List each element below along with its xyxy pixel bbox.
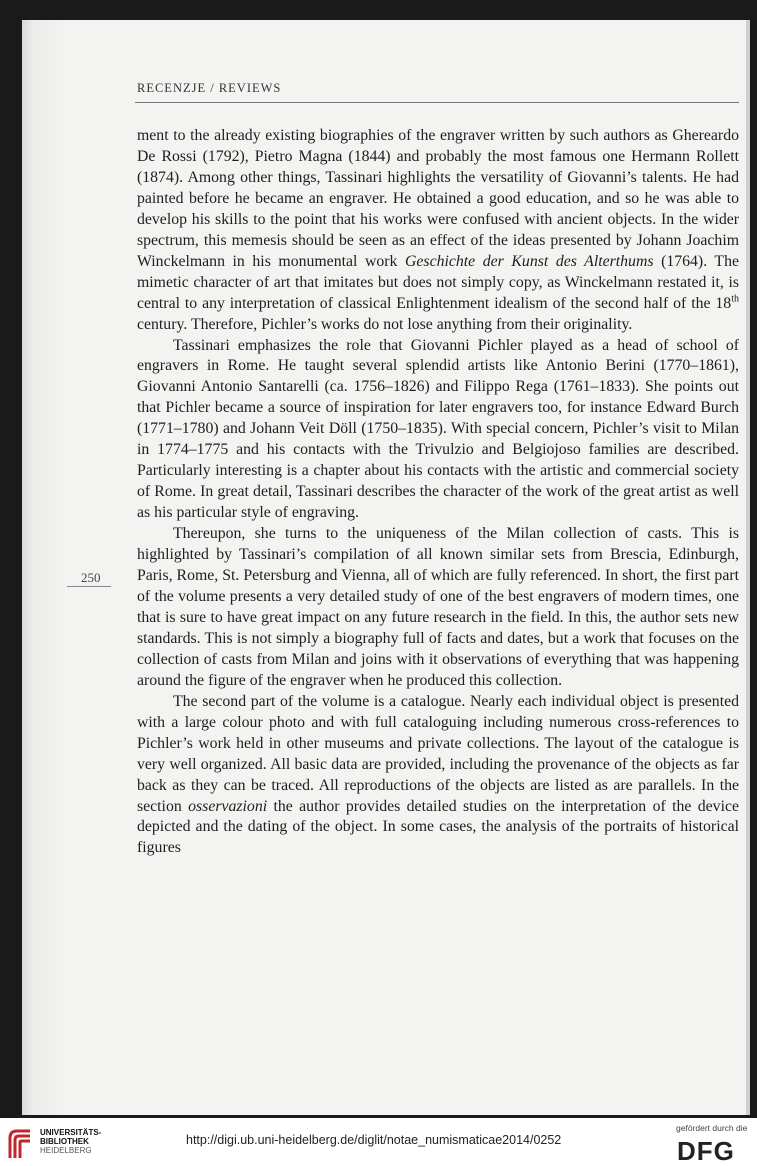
- university-library-name[interactable]: [40, 1129, 101, 1155]
- paragraph-2: Tassinari emphasizes the role that Giovanni Pichler played as a head of school of engravers in Rome. He taught several splendid artists like Antonio Berini (1770–1861), Giovanni Antonio Santarelli (ca. 1756–1826) and Filippo Rega (1761–1833). She points out that Pichler became a source of inspiration for later engravers too, for instance Edward Burch (1771–1780) and Johann Veit Döll (1750–1835). With special concern, Pichler’s visit to Milan in 1774–1775 and his contacts with the Trivulzio and Belgiojoso families are described. Particularly interesting is a chapter about his contacts with the artistic and commercial society of Rome. In great detail, Tassinari describes the character of the work of the great artist as well as his particular style of engraving.: [137, 336, 739, 522]
- header-rule: [135, 102, 739, 103]
- paragraph-4: [137, 692, 739, 860]
- running-header: RECENZJE / REVIEWS: [137, 81, 282, 95]
- university-library-logo-icon[interactable]: [8, 1128, 34, 1160]
- dfg-logo[interactable]: DFG: [677, 1136, 735, 1166]
- paragraph-1: [137, 126, 739, 336]
- viewer-footer: [0, 1118, 757, 1166]
- article-body: [137, 126, 739, 859]
- paragraph-1-part-a: ment to the already existing biographies of the engraver written by such authors as Ghereardo De Rossi (1792), Pietro Magna (1844) and probably the most famous one Hermann Rollett (1874). Among other things, Tassinari highlights the versatility of Giovanni’s talents. He had painted before he became an engraver. He obtained a good education, and so he was able to develop his skills to the point that his works were confused with ancient objects. In the wider spectrum, this memesis should be seen as an effect of the ideas presented by Johann Joachim Winckelmann in his monumental work: [137, 127, 739, 270]
- section-name: osservazioni: [188, 797, 268, 815]
- paragraph-1-part-c: century. Therefore, Pichler’s works do not lose anything from their originality.: [137, 315, 633, 333]
- library-name-line-1: UNIVERSITÄTS-: [40, 1128, 102, 1137]
- paper-right-edge: [746, 20, 750, 1115]
- library-name-line-2: BIBLIOTHEK: [40, 1136, 89, 1146]
- dfg-caption: gefördert durch die: [676, 1123, 748, 1133]
- page-number: 250: [81, 570, 101, 585]
- paragraph-4-part-a: The second part of the volume is a catalogue. Nearly each individual object is presented with a large colour photo and with full cataloguing including numerous cross-references to Pichler’s work held in other museums and private collections. The layout of the catalogue is very well organized. All basic data are provided, including the provenance of the objects as far back as they can be traced. All reproductions of the objects are listed as are parallels. In the section: [137, 692, 739, 815]
- page-number-rule: [67, 586, 111, 587]
- paragraph-3: Thereupon, she turns to the uniqueness of the Milan collection of casts. This is highlighted by Tassinari’s compilation of all known similar sets from Brescia, Edinburgh, Paris, Rome, St. Petersburg and Vienna, all of which are fully referenced. In short, the first part of the volume presents a very detailed study of one of the best engravers of modern times, one that is sure to have great impact on any future research in the field. In this, the author sets new standards. This is not simply a biography full of facts and dates, but a work that focuses on the collection of casts from Milan and joins with it observations of everything that was happening around the figure of the engraver when he produced this collection.: [137, 525, 739, 689]
- ordinal-suffix: th: [731, 293, 739, 305]
- paragraph-4-part-b: the author provides detailed studies on the interpretation of the device depicted and the dating of the object. In some cases, the analysis of the portraits of historical figures: [137, 797, 739, 857]
- book-title: Geschichte der Kunst des Alterthums: [405, 252, 654, 270]
- library-name-line-3: HEIDELBERG: [40, 1145, 92, 1155]
- paragraph-1-part-b: (1764). The mimetic character of art that imitates but does not simply copy, as Winckelmann restated it, is central to any interpretation of classical Enlightenment idealism of the second half of the 18: [137, 252, 739, 312]
- permalink-url[interactable]: http://digi.ub.uni-heidelberg.de/diglit/notae_numismaticae2014/0252: [186, 1133, 562, 1147]
- paper-gutter-shadow: [22, 20, 70, 1115]
